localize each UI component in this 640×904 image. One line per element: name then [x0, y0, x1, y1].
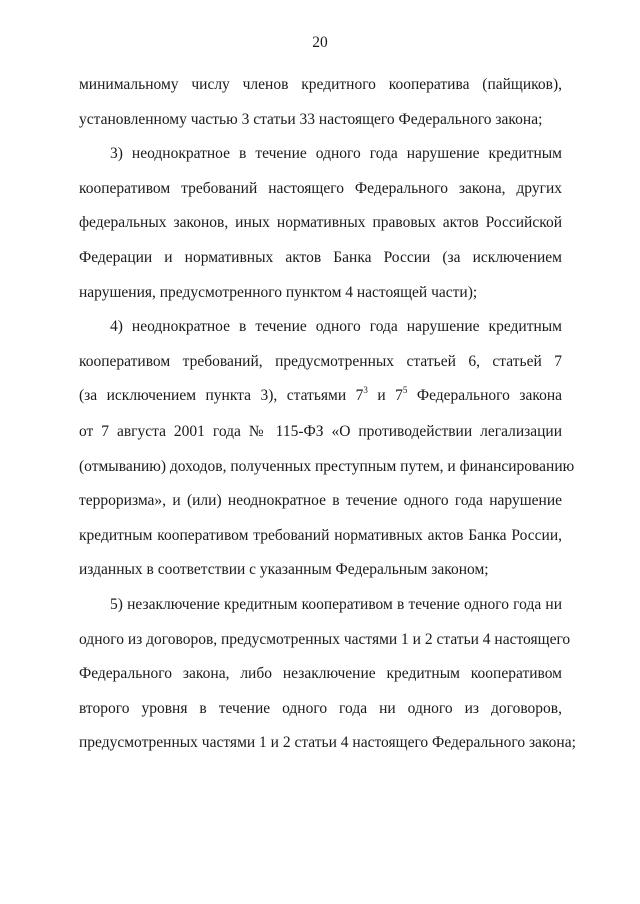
paragraph-p2 [79, 137, 562, 310]
text-line: кооперативом требований, предусмотренных статьей 6, статьей 7 [79, 352, 562, 370]
text-line: терроризма», и (или) неоднократное в течение одного года нарушение [79, 492, 562, 510]
text-line: 4) неоднократное в течение одного года нарушение кредитным [110, 318, 562, 336]
text-line: Федерального закона, либо незаключение кредитным кооперативом [79, 665, 562, 683]
text-line: предусмотренных частями 1 и 2 статьи 4 настоящего Федерального закона; [79, 734, 576, 752]
text-line: (отмыванию) доходов, полученных преступным путем, и финансированию [79, 457, 575, 475]
page-number: 20 [312, 34, 328, 51]
text-line: (за исключением пункта 3), статьями $7^3$ и $7^5$ Федерального закона [79, 385, 562, 405]
text-line: федеральных законов, иных нормативных правовых актов Российской [79, 214, 562, 232]
paragraph-p4 [79, 588, 576, 761]
text-line: одного из договоров, предусмотренных частями 1 и 2 статьи 4 настоящего [79, 630, 571, 648]
text-line: кредитным кооперативом требований нормативных актов Банка России, [79, 526, 562, 544]
text-line: установленному частью 3 статьи 33 настоящего Федерального закона; [79, 110, 543, 128]
text-line: нарушения, предусмотренного пунктом 4 настоящей части); [79, 283, 478, 301]
paragraph-p3 [79, 310, 575, 588]
text-line: Федерации и нормативных актов Банка России (за исключением [79, 248, 562, 266]
text-line: второго уровня в течение одного года ни одного из договоров, [79, 699, 562, 717]
text-line: от 7 августа 2001 года № 115-ФЗ «О противодействии легализации [79, 422, 562, 440]
document-body [79, 68, 576, 761]
paragraph-p1 [79, 68, 562, 137]
text-line: 3) неоднократное в течение одного года нарушение кредитным [110, 145, 562, 163]
text-line: 5) незаключение кредитным кооперативом в течение одного года ни [110, 595, 562, 613]
text-line: изданных в соответствии с указанным Федеральным законом; [79, 561, 489, 579]
text-line: кооперативом требований настоящего Федерального закона, других [79, 179, 562, 197]
text-line: минимальному числу членов кредитного кооператива (пайщиков), [79, 76, 562, 93]
